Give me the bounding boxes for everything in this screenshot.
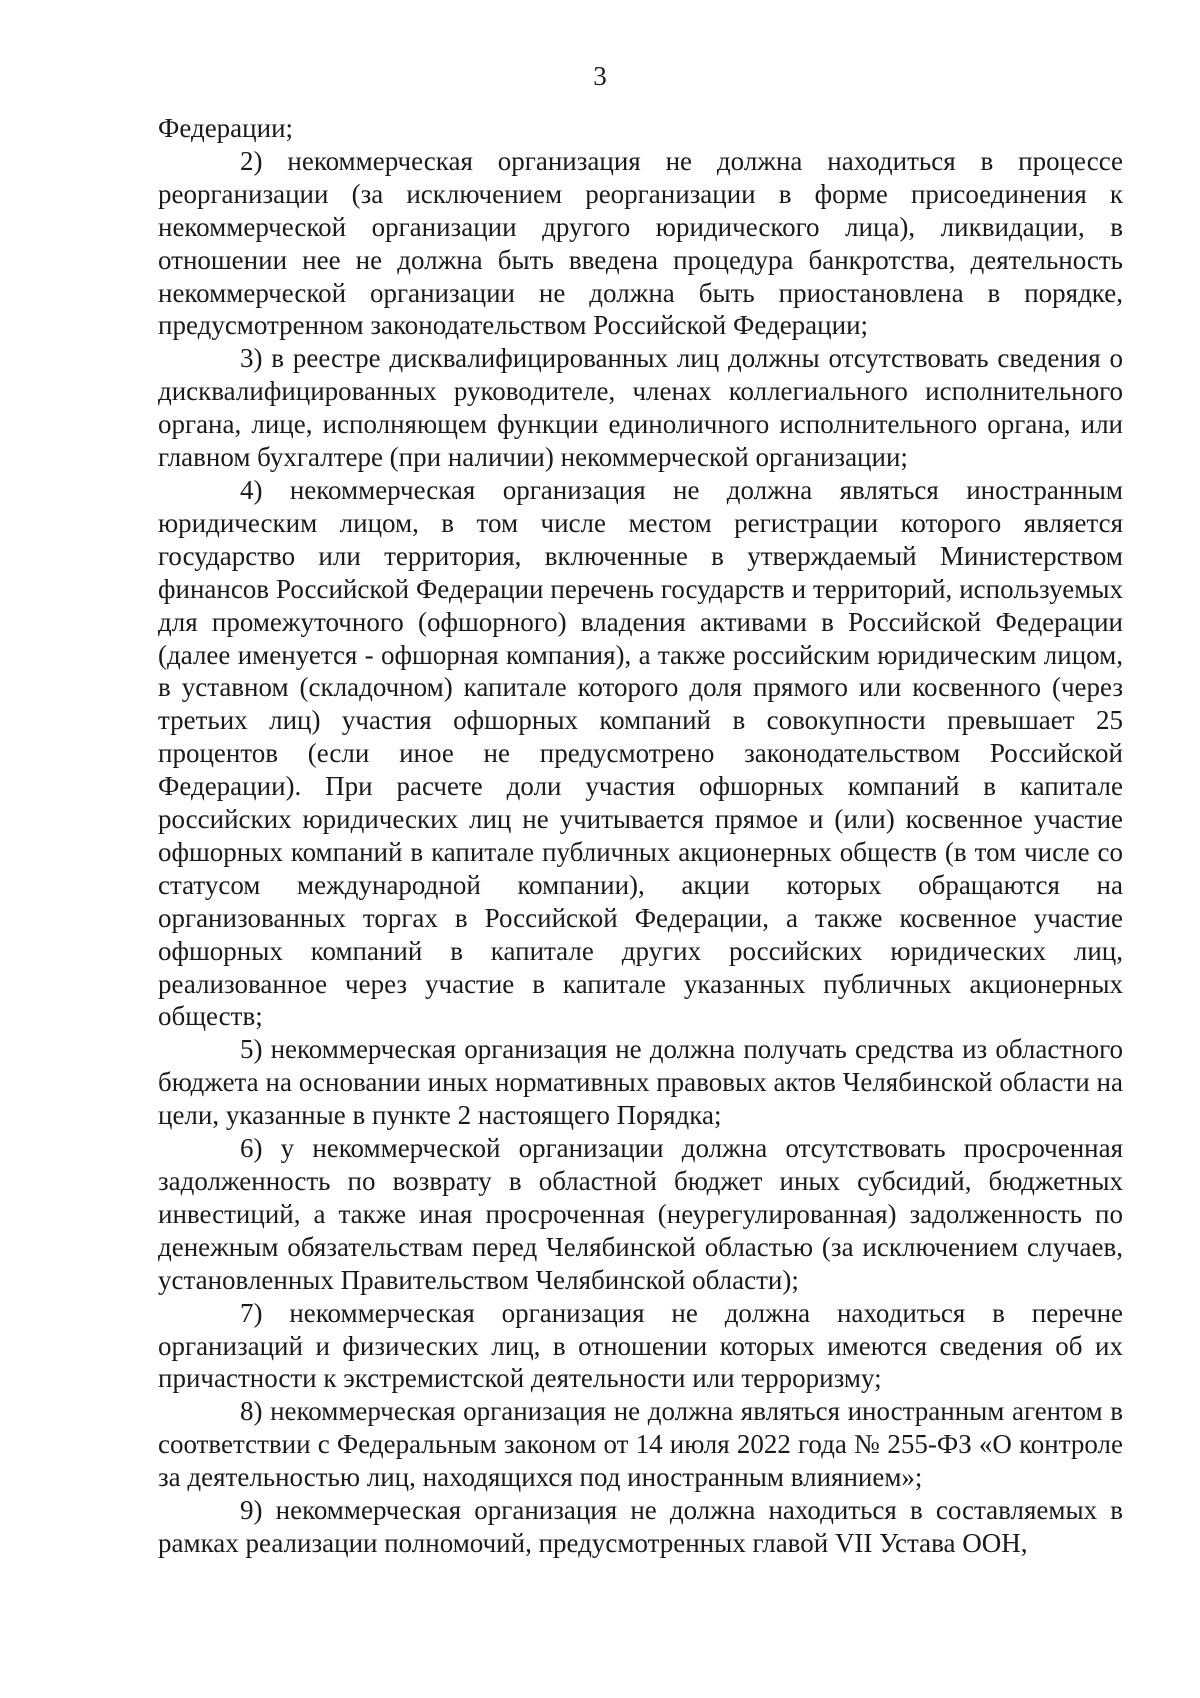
paragraph-item-3: 3) в реестре дисквалифицированных лиц должны отсутствовать сведения о дисквалифицированных руководителе, членах коллегиального исполнительного органа, лице, исполняющем функции единоличного исполнительного органа, или главном бухгалтере (при наличии) некоммерческой организации; bbox=[158, 343, 1123, 473]
paragraph-item-6: 6) у некоммерческой организации должна отсутствовать просроченная задолженность по возврату в областной бюджет иных субсидий, бюджетных инвестиций, а также иная просроченная (неурегулированная) задолженность по денежным обязательствам перед Челябинской областью (за исключением случаев, установленных Правительством Челябинской области); bbox=[158, 1133, 1123, 1295]
document-body bbox=[158, 112, 1123, 1560]
page-number: 3 bbox=[593, 61, 607, 91]
paragraph-item-8: 8) некоммерческая организация не должна являться иностранным агентом в соответствии с Федеральным законом от 14 июля 2022 года № 255-ФЗ «О контроле за деятельностью лиц, находящихся под иностранным влиянием»; bbox=[158, 1396, 1123, 1493]
paragraph-item-5: 5) некоммерческая организация не должна получать средства из областного бюджета на основании иных нормативных правовых актов Челябинской области на цели, указанные в пункте 2 настоящего Порядка; bbox=[158, 1034, 1123, 1131]
paragraph-item-4: 4) некоммерческая организация не должна являться иностранным юридическим лицом, в том числе местом регистрации которого является государство или территория, включенные в утверждаемый Министерством финансов Российской Федерации перечень государств и территорий, используемых для промежуточного (офшорного) владения активами в Российской Федерации (далее именуется - офшорная компания), а также российским юридическим лицом, в уставном (складочном) капитале которого доля прямого или косвенного (через третьих лиц) участия офшорных компаний в совокупности превышает 25 процентов (если иное не предусмотрено законодательством Российской Федерации). При расчете доли участия офшорных компаний в капитале российских юридических лиц не учитывается прямое и (или) косвенное участие офшорных компаний в капитале публичных акционерных обществ (в том числе со статусом международной компании), акции которых обращаются на организованных торгах в Российской Федерации, а также косвенное участие офшорных компаний в капитале других российских юридических лиц, реализованное через участие в капитале указанных публичных акционерных обществ; bbox=[158, 474, 1123, 1032]
paragraph-item-9: 9) некоммерческая организация не должна находиться в составляемых в рамках реализации полномочий, предусмотренных главой VII Устава ООН, bbox=[158, 1495, 1123, 1558]
paragraph-item-2: 2) некоммерческая организация не должна находиться в процессе реорганизации (за исключением реорганизации в форме присоединения к некоммерческой организации другого юридического лица), ликвидации, в отношении нее не должна быть введена процедура банкротства, деятельность некоммерческой организации не должна быть приостановлена в порядке, предусмотренном законодательством Российской Федерации; bbox=[158, 145, 1123, 341]
paragraph-item-7: 7) некоммерческая организация не должна находиться в перечне организаций и физических лиц, в отношении которых имеются сведения об их причастности к экстремистской деятельности или терроризму; bbox=[158, 1297, 1123, 1394]
paragraph-continuation: Федерации; bbox=[158, 113, 294, 143]
